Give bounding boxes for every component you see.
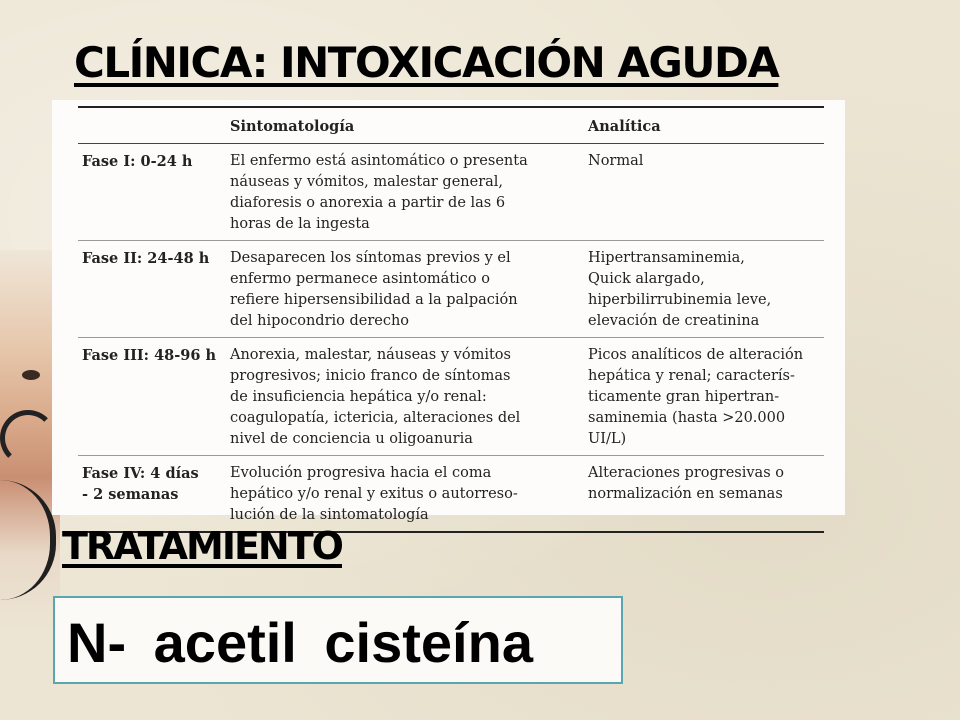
phase-label: Fase II: 24-48 h: [82, 250, 210, 267]
treatment-heading: TRATAMIENTO: [62, 524, 342, 568]
phase-cell: [78, 248, 230, 332]
phase-cell: [78, 151, 230, 235]
analytics-line: UI/L): [588, 431, 627, 447]
header-analytics: Analítica: [588, 118, 661, 135]
stethoscope-icon: [0, 410, 56, 466]
symptoms-line: del hipocondrio derecho: [230, 313, 410, 329]
analytics-line: Alteraciones progresivas o: [588, 465, 784, 481]
phase-label: Fase III: 48-96 h: [82, 347, 217, 364]
symptoms-line: El enfermo está asintomático o presenta: [230, 153, 528, 169]
slide-title: CLÍNICA: INTOXICACIÓN AGUDA: [74, 38, 779, 87]
symptoms-line: Desaparecen los síntomas previos y el: [230, 250, 511, 266]
analytics-cell: [585, 345, 824, 450]
analytics-line: ticamente gran hipertran-: [588, 389, 780, 405]
symptoms-line: coagulopatía, ictericia, alteraciones del: [230, 410, 521, 426]
analytics-line: Normal: [588, 153, 644, 169]
analytics-line: normalización en semanas: [588, 486, 783, 502]
treatment-box: [53, 596, 623, 684]
phase-label: Fase I: 0-24 h: [82, 153, 193, 170]
symptoms-line: Anorexia, malestar, náuseas y vómitos: [230, 347, 511, 363]
table-header-row: [78, 108, 824, 143]
symptoms-line: diaforesis o anorexia a partir de las 6: [230, 195, 506, 211]
analytics-line: saminemia (hasta >20.000: [588, 410, 786, 426]
symptoms-line: de insuficiencia hepática y/o renal:: [230, 389, 487, 405]
phase-label: Fase IV: 4 días: [82, 465, 199, 482]
analytics-line: Hipertransaminemia,: [588, 250, 745, 266]
symptoms-line: lución de la sintomatología: [230, 507, 429, 523]
treatment-drug-name: N- acetil cisteína: [67, 611, 533, 674]
analytics-line: Picos analíticos de alteración: [588, 347, 804, 363]
analytics-line: hepática y renal; caracterís-: [588, 368, 795, 384]
baby-eye: [22, 370, 40, 380]
table-row: [78, 455, 824, 531]
analytics-line: elevación de creatinina: [588, 313, 760, 329]
phases-table-image: [52, 100, 845, 523]
stethoscope-tube: [0, 480, 56, 600]
symptoms-line: refiere hipersensibilidad a la palpación: [230, 292, 518, 308]
symptoms-line: náuseas y vómitos, malestar general,: [230, 174, 504, 190]
header-phase: [78, 116, 230, 137]
phase-label: - 2 semanas: [82, 486, 179, 503]
symptoms-line: hepático y/o renal y exitus o autorreso-: [230, 486, 518, 502]
phases-table: [78, 106, 824, 533]
symptoms-cell: [230, 345, 585, 450]
symptoms-cell: [230, 248, 585, 332]
symptoms-line: horas de la ingesta: [230, 216, 370, 232]
analytics-line: Quick alargado,: [588, 271, 705, 287]
symptoms-line: Evolución progresiva hacia el coma: [230, 465, 492, 481]
symptoms-line: nivel de conciencia u oligoanuria: [230, 431, 473, 447]
table-row: [78, 337, 824, 455]
analytics-cell: [585, 463, 824, 526]
analytics-cell: [585, 248, 824, 332]
phase-cell: [78, 345, 230, 450]
table-row: [78, 144, 824, 240]
symptoms-cell: [230, 151, 585, 235]
table-row: [78, 240, 824, 337]
symptoms-line: progresivos; inicio franco de síntomas: [230, 368, 511, 384]
symptoms-cell: [230, 463, 585, 526]
phase-cell: [78, 463, 230, 526]
symptoms-line: enfermo permanece asintomático o: [230, 271, 490, 287]
analytics-cell: [585, 151, 824, 235]
analytics-line: hiperbilirrubinemia leve,: [588, 292, 772, 308]
header-symptoms: Sintomatología: [230, 118, 355, 135]
background-photo-baby: [0, 250, 60, 630]
